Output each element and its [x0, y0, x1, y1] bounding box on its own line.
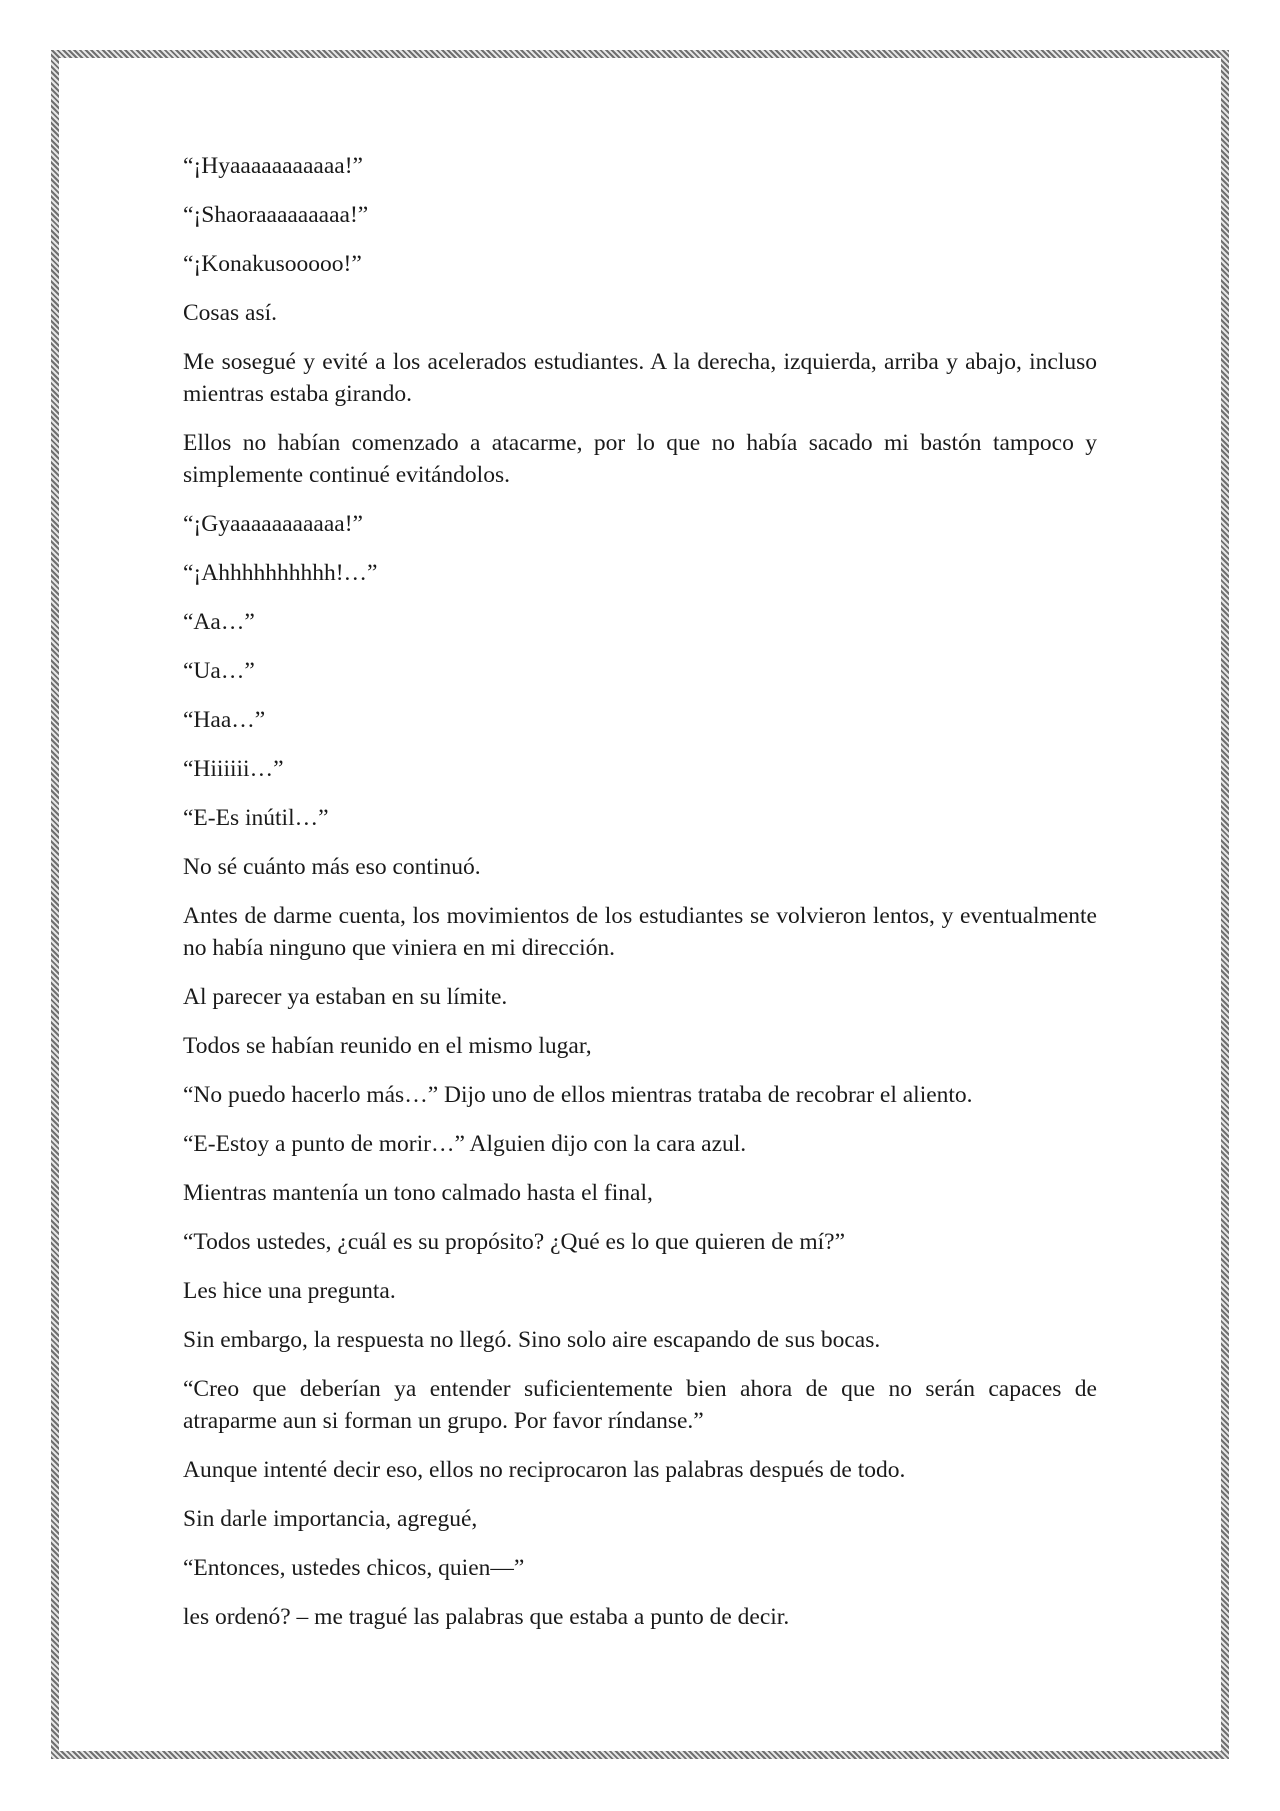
paragraph: “E-Estoy a punto de morir…” Alguien dijo con la cara azul. [183, 1131, 747, 1157]
paragraph: Ellos no habían comenzado a atacarme, por lo que no había sacado mi bastón tampoco y simplemente continué evitándolos. [183, 430, 1097, 488]
paragraph: Sin embargo, la respuesta no llegó. Sino solo aire escapando de sus bocas. [183, 1327, 881, 1353]
paragraph: Aunque intenté decir eso, ellos no reciprocaron las palabras después de todo. [183, 1457, 906, 1483]
paragraph: “Haa…” [183, 707, 266, 733]
paragraph: “Hiiiiii…” [183, 756, 284, 782]
document-body [183, 150, 1097, 1650]
paragraph: “Todos ustedes, ¿cuál es su propósito? ¿Qué es lo que quieren de mí?” [183, 1229, 846, 1255]
paragraph: “E-Es inútil…” [183, 805, 329, 831]
paragraph: “Creo que deberían ya entender suficientemente bien ahora de que no serán capaces de atraparme aun si forman un grupo. Por favor ríndanse.” [183, 1376, 1097, 1434]
paragraph: No sé cuánto más eso continuó. [183, 854, 481, 880]
paragraph: Al parecer ya estaban en su límite. [183, 984, 508, 1010]
paragraph: “¡Shaoraaaaaaaaa!” [183, 202, 369, 228]
paragraph: Todos se habían reunido en el mismo lugar, [183, 1033, 592, 1059]
paragraph: Antes de darme cuenta, los movimientos de los estudiantes se volvieron lentos, y eventualmente no había ninguno que viniera en mi dirección. [183, 903, 1097, 961]
paragraph: “¡Konakusooooo!” [183, 251, 362, 277]
paragraph: “¡Ahhhhhhhhhh!…” [183, 560, 378, 586]
paragraph: “¡Gyaaaaaaaaaaa!” [183, 511, 363, 537]
paragraph: Les hice una pregunta. [183, 1278, 396, 1304]
paragraph: les ordenó? – me tragué las palabras que estaba a punto de decir. [183, 1604, 790, 1630]
paragraph: Sin darle importancia, agregué, [183, 1506, 478, 1532]
paragraph: “¡Hyaaaaaaaaaaa!” [183, 153, 363, 179]
paragraph: Me sosegué y evité a los acelerados estudiantes. A la derecha, izquierda, arriba y abajo, incluso mientras estaba girando. [183, 349, 1097, 407]
paragraph: “Entonces, ustedes chicos, quien—” [183, 1555, 525, 1581]
paragraph: Mientras mantenía un tono calmado hasta el final, [183, 1180, 653, 1206]
paragraph: “Ua…” [183, 658, 255, 684]
paragraph: Cosas así. [183, 300, 277, 326]
paragraph: “Aa…” [183, 609, 255, 635]
paragraph: “No puedo hacerlo más…” Dijo uno de ellos mientras trataba de recobrar el aliento. [183, 1082, 973, 1108]
